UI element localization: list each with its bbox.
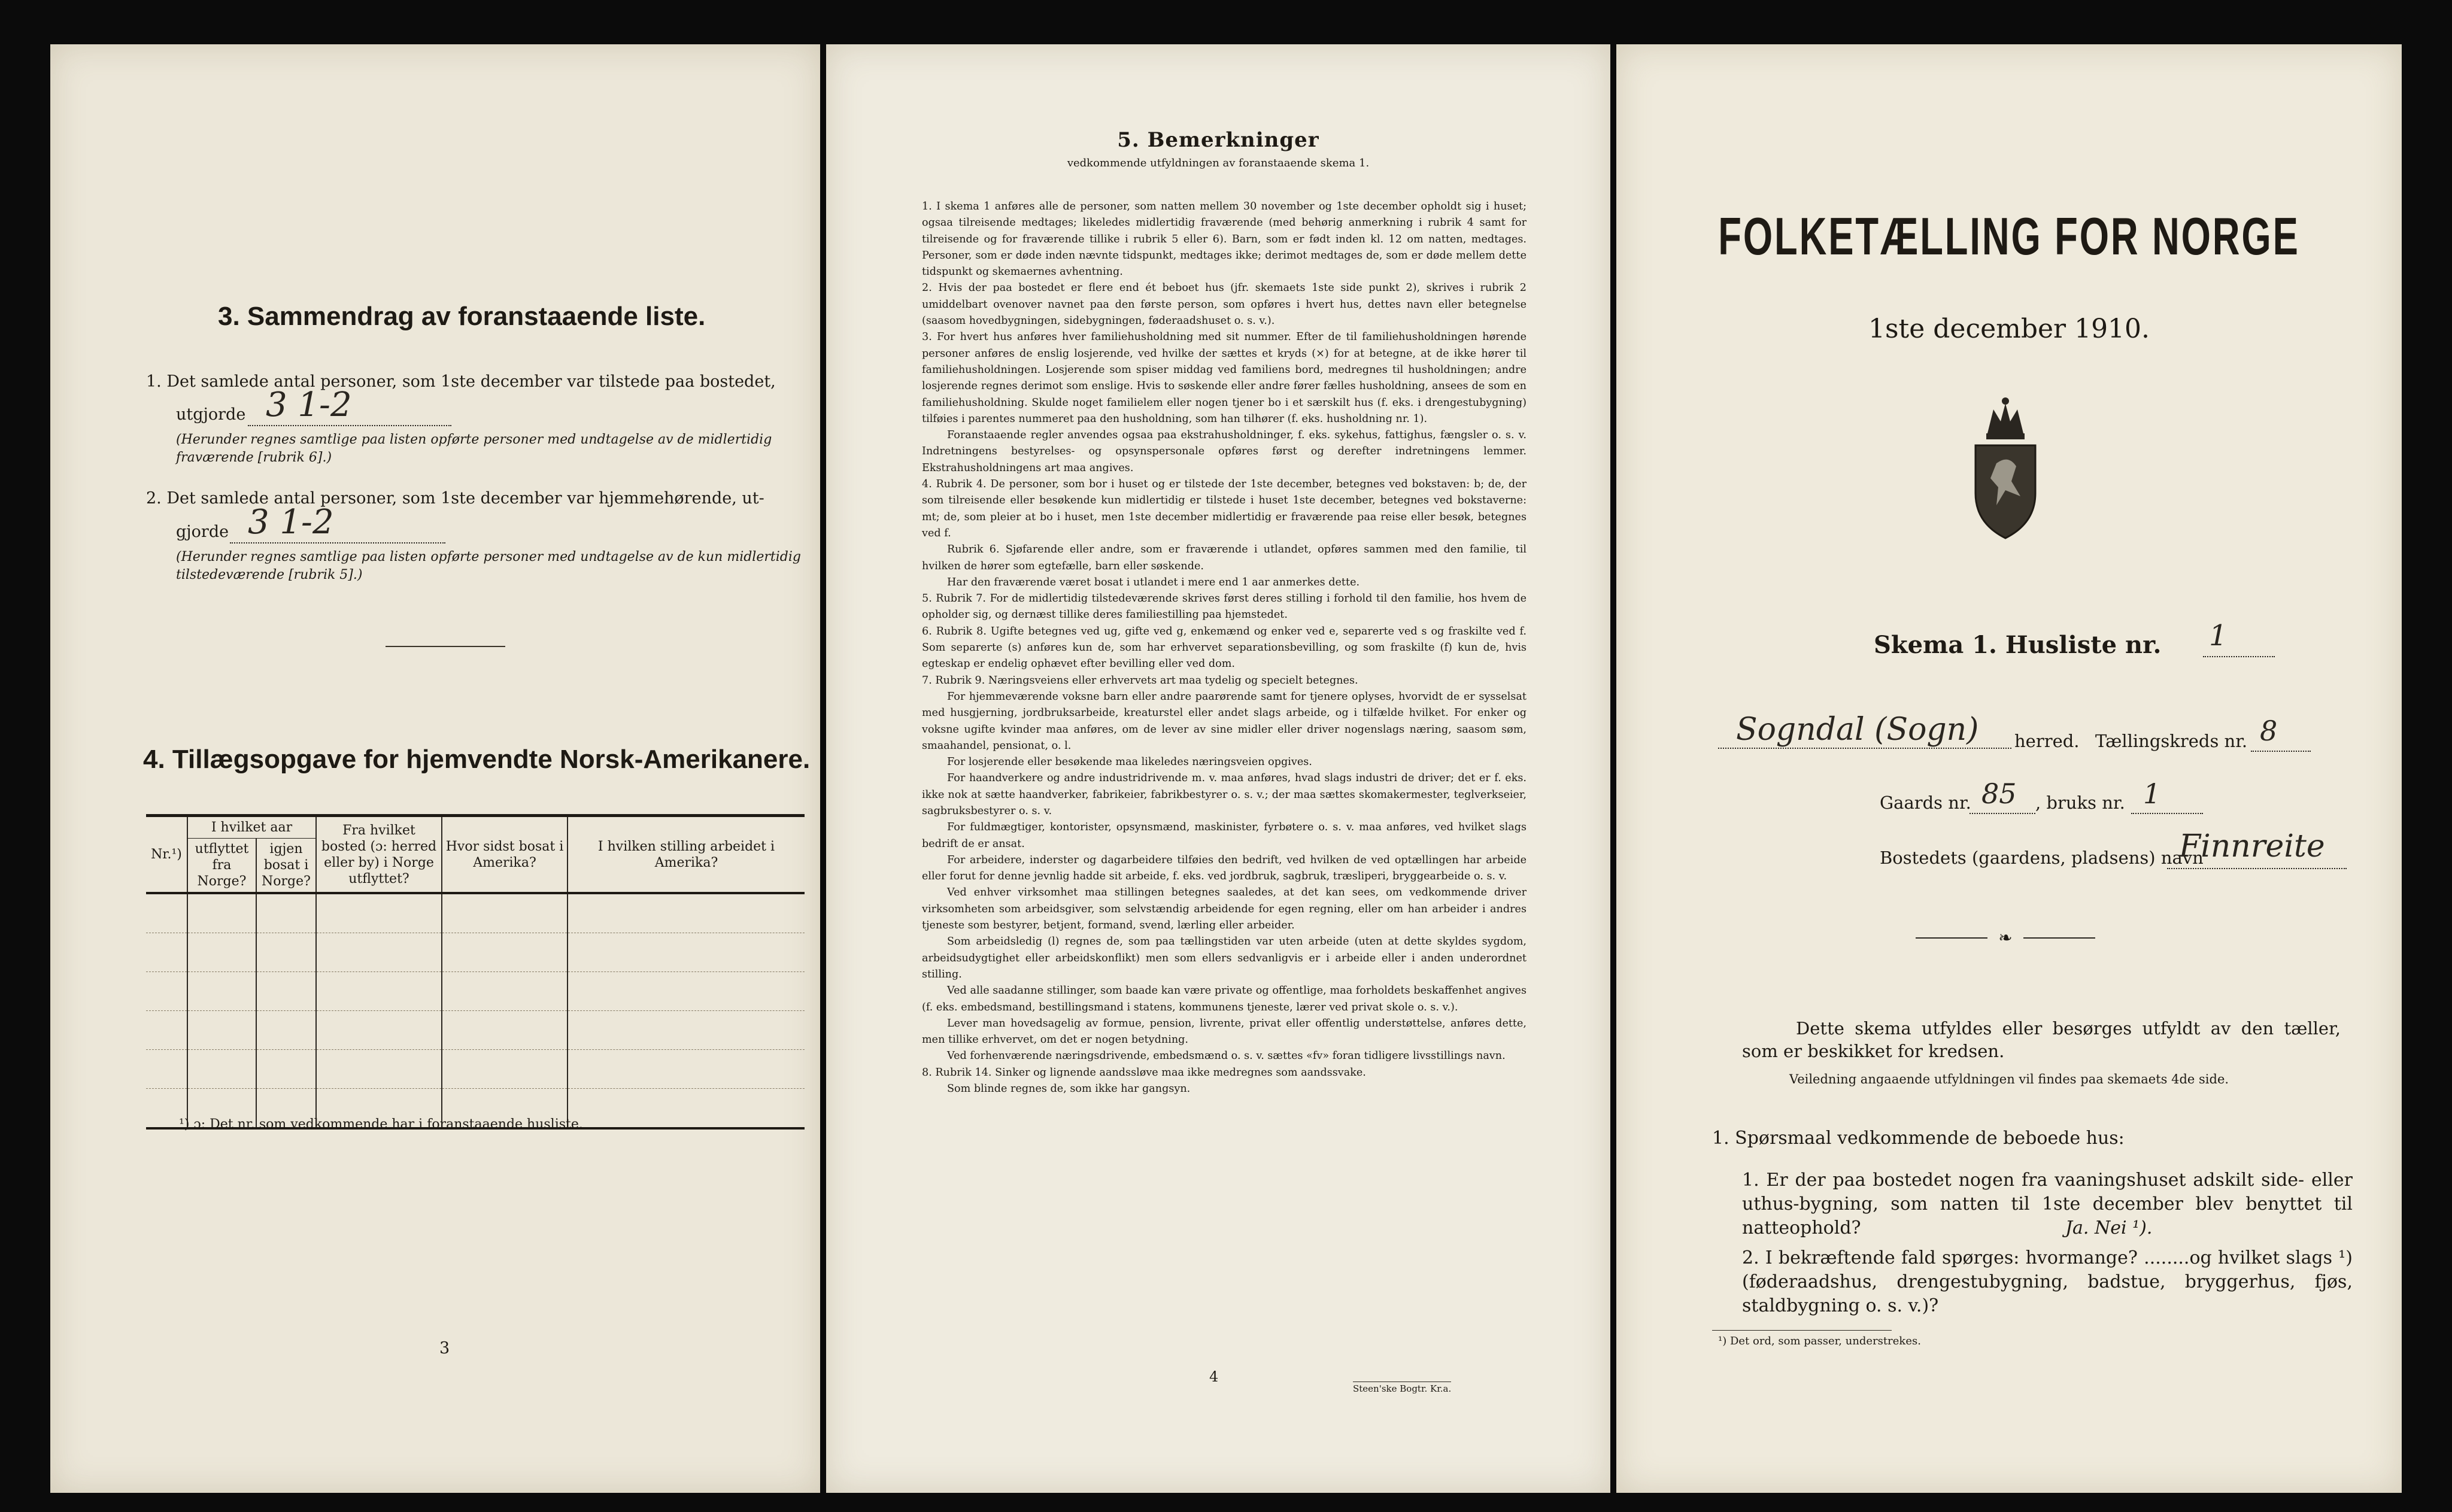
census-date: 1ste december 1910. bbox=[1868, 314, 2150, 344]
item1-note: (Herunder regnes samtlige paa listen opførte personer med undtagelse av de midlertidig fraværende [rubrik 6].) bbox=[176, 432, 772, 465]
table-row bbox=[146, 1011, 805, 1050]
schema-label: Skema 1. Husliste nr. bbox=[1874, 631, 2162, 659]
kreds-line bbox=[2251, 751, 2311, 752]
table-row bbox=[146, 1050, 805, 1089]
coat-of-arms-icon bbox=[1964, 391, 2047, 541]
th-igjen: igjen bosat i Norge? bbox=[256, 839, 316, 894]
remark-8: 8. Rubrik 14. Sinker og lignende aandssløve maa ikke medregnes som aandssvake. bbox=[922, 1066, 1366, 1079]
question-2: 2. I bekræftende fald spørges: hvormange? ........og hvilket slags ¹) (føderaadshus, drengestubygning, badstue, bryggerhus, fjøs, staldbygning o. s. v.)? bbox=[1742, 1247, 2353, 1316]
item2-value: 3 1-2 bbox=[248, 503, 334, 542]
remark-7i: Ved alle saadanne stillinger, som baade kan være private og offentlige, maa forholdets beskaffenhet angives (f. eks. embedsmand, bestillingsmand i statens, kommunens tjeneste, lærer ved privat skole o. s. v.). bbox=[922, 985, 1527, 1013]
section4-title: 4. Tillægsopgave for hjemvendte Norsk-Amerikanere. bbox=[143, 745, 811, 774]
th-stilling: I hvilken stilling arbeidet i Amerika? bbox=[568, 816, 805, 894]
remark-2: 2. Hvis der paa bostedet er flere end ét beboet hus (jfr. skemaets 1ste side punkt 2), skrives i rubrik 2 umiddelbart ovenover navnet paa den første person, som opføres i hvert hus, dettes navn eller betegnelse (saasom hovedbygningen, sidebygningen, føderaadshuset o. s. v.). bbox=[922, 282, 1527, 327]
remark-6: 6. Rubrik 8. Ugifte betegnes ved ug, gifte ved g, enkemænd og enker ved e, separerte ved s og fraskilte ved f. Som separerte (s) anføres kun de, som har erhvervet separationsbevilling, og som fraskilte (f) kun de, hvis egteskap er endelig ophævet efter bevilling eller ved dom. bbox=[922, 625, 1527, 670]
page-right bbox=[1616, 44, 2402, 1493]
herred-value: Sogndal (Sogn) bbox=[1736, 712, 1979, 748]
item2-text: 2. Det samlede antal personer, som 1ste december var hjemmehørende, ut- bbox=[146, 489, 764, 508]
remark-7k: Ved forhenværende næringsdrivende, embedsmænd o. s. v. sættes «fv» foran tidligere livsstillings navn. bbox=[947, 1050, 1506, 1062]
section3-title: 3. Sammendrag av foranstaaende liste. bbox=[218, 302, 706, 331]
item1-line bbox=[248, 425, 451, 426]
table-row bbox=[146, 972, 805, 1011]
item2-label: gjorde bbox=[176, 523, 229, 541]
divider bbox=[386, 646, 505, 647]
bosted-label: Bostedets (gaardens, pladsens) navn bbox=[1880, 848, 2204, 868]
norsk-amerikanere-table bbox=[146, 814, 805, 1130]
footnote-rule bbox=[1712, 1330, 1892, 1331]
herred-label: herred. bbox=[2014, 731, 2080, 751]
remark-5: 5. Rubrik 7. For de midlertidig tilstedeværende skrives først deres stilling i forhold til den familie, hos hvem de opholder sig, og dernæst tillike deres familiestilling paa hjemstedet. bbox=[922, 593, 1527, 621]
remark-7f: For arbeidere, inderster og dagarbeidere tilføies den bedrift, ved hvilken de ved optællingen har arbeide eller forut for denne jevnlig hadde sit arbeide, f. eks. ved jordbruk, sagbruk, træsliperi, bryggearbeide o. s. v. bbox=[922, 854, 1527, 883]
gaards-value: 85 bbox=[1981, 778, 2017, 810]
bosted-line bbox=[2167, 868, 2347, 869]
page-middle bbox=[826, 44, 1610, 1493]
remark-4b: Rubrik 6. Sjøfarende eller andre, som er fraværende i utlandet, opføres sammen med den familie, til hvilken de hører som egtefælle, barn eller søskende. bbox=[922, 544, 1527, 572]
remark-7c: For losjerende eller besøkende maa likeledes næringsveien opgives. bbox=[947, 756, 1312, 769]
question-heading: 1. Spørsmaal vedkommende de beboede hus: bbox=[1712, 1128, 2125, 1149]
th-fra: Fra hvilket bosted (ɔ: herred eller by) i Norge utflyttet? bbox=[316, 816, 442, 894]
remarks-body bbox=[922, 199, 1527, 1097]
herred-line bbox=[1718, 748, 2011, 749]
schema-value: 1 bbox=[2209, 619, 2228, 652]
page-number-middle: 4 bbox=[1209, 1368, 1219, 1385]
right-footnote: ¹) Det ord, som passer, understrekes. bbox=[1718, 1335, 1921, 1347]
item1-label: utgjorde bbox=[176, 405, 246, 424]
remark-4c: Har den fraværende været bosat i utlandet i mere end 1 aar anmerkes dette. bbox=[947, 576, 1360, 588]
remarks-title: 5. Bemerkninger bbox=[1117, 128, 1319, 152]
census-title: FOLKETÆLLING FOR NORGE bbox=[1718, 207, 2300, 266]
printer-mark: Steen'ske Bogtr. Kr.a. bbox=[1353, 1382, 1451, 1394]
question-1-answer: Ja. Nei ¹). bbox=[2065, 1218, 2153, 1238]
item1-value: 3 1-2 bbox=[266, 385, 352, 424]
remark-3b: Foranstaaende regler anvendes ogsaa paa ekstrahusholdninger, f. eks. sykehus, fattighus, fængsler o. s. v. Indretningens bestyrelses- og opsynspersonale opføres først og derefter indretningens lemmer. Ekstrahusholdningens art maa angives. bbox=[922, 429, 1527, 474]
bosted-value: Finnreite bbox=[2179, 828, 2325, 864]
table-row bbox=[146, 933, 805, 972]
kreds-value: 8 bbox=[2260, 715, 2278, 747]
schema-line bbox=[2203, 656, 2275, 657]
remark-8b: Som blinde regnes de, som ikke har gangsyn. bbox=[947, 1083, 1191, 1095]
census-title-wrap bbox=[1497, 206, 2452, 267]
remarks-subtitle: vedkommende utfyldningen av foranstaaende skema 1. bbox=[1067, 157, 1370, 169]
ornament-icon: ❧ bbox=[1987, 928, 2023, 948]
bruks-label: , bruks nr. bbox=[2035, 793, 2125, 813]
page-left bbox=[50, 44, 820, 1493]
table-footnote: ¹) ɔ: Det nr. som vedkommende har i foranstaaende husliste. bbox=[179, 1117, 583, 1132]
remark-7j: Lever man hovedsagelig av formue, pension, livrente, privat eller offentlig understøttelse, anføres dette, men tillike erhvervet, om det er nogen betydning. bbox=[922, 1017, 1527, 1046]
th-hvor: Hvor sidst bosat i Amerika? bbox=[442, 816, 568, 894]
th-year-group: I hvilket aar bbox=[187, 816, 316, 839]
guidance-text: Veiledning angaaende utfyldningen vil findes paa skemaets 4de side. bbox=[1789, 1072, 2229, 1086]
item2-note: (Herunder regnes samtlige paa listen opførte personer med undtagelse av de kun midlertidig tilstedeværende [rubrik 5].) bbox=[176, 549, 801, 582]
gaards-line bbox=[1970, 813, 2035, 814]
th-nr: Nr.¹) bbox=[146, 816, 187, 894]
intro-text: Dette skema utfyldes eller besørges utfyldt av den tæller, som er beskikket for kredsen. bbox=[1742, 1018, 2341, 1061]
gaards-label: Gaards nr. bbox=[1880, 793, 1971, 813]
item2-line bbox=[230, 542, 445, 544]
remark-7d: For haandverkere og andre industridrivende m. v. maa anføres, hvad slags industri de driver; det er f. eks. ikke nok at sætte haandverker, fabrikeier, fabrikbestyrer o. s. v.; der maa sættes skomakermester, teglverkseier, sagbruksbestyrer o. s. v. bbox=[922, 772, 1527, 817]
remark-7g: Ved enhver virksomhet maa stillingen betegnes saaledes, at det kan sees, om vedkommende driver virksomheten som arbeidsgiver, som selvstændig arbeidende for egen regning, eller om han arbeider i andres tjeneste som bestyrer, betjent, formand, svend, lærling eller arbeider. bbox=[922, 886, 1527, 932]
kreds-label: Tællingskreds nr. bbox=[2095, 731, 2248, 751]
remark-3: 3. For hvert hus anføres hver familiehusholdning med sit nummer. Efter de til familiehusholdningen hørende personer anføres de enslig losjerende, ved hvilke der sættes et kryds (×) for at betegne, at de ikke hører til familiehusholdningen. Losjerende som spiser middag ved familiens bord, medregnes til husholdningen; andre losjerende regnes derimot som enslige. Hvis to søskende eller andre fører fælles husholdning, ansees de som en familiehusholdning. Skulde noget familielem eller nogen tjener bo i et særskilt hus (f. eks. i drengestubygning) tilføies i parentes nummeret paa den husholdning, som han tilhører (f. eks. husholdning nr. 1). bbox=[922, 331, 1527, 425]
remark-7h: Som arbeidsledig (l) regnes de, som paa tællingstiden var uten arbeide (uten at dette skyldes sygdom, arbeidsudygtighet eller arbeidskonflikt) men som ellers sedvanligvis er i arbeide eller i anden underordnet stilling. bbox=[922, 936, 1527, 980]
page-number-left: 3 bbox=[439, 1339, 450, 1358]
remark-4: 4. Rubrik 4. De personer, som bor i huset og er tilstede der 1ste december, betegnes ved bokstaven: b; de, der som tilreisende eller besøkende kun midlertidig er tilstede i huset 1ste december, betegnes ved bokstaverne: mt; de, som pleier at bo i huset, men 1ste december midlertidig er fraværende paa reise eller besøk, betegnes ved f. bbox=[922, 478, 1527, 539]
remark-1: 1. I skema 1 anføres alle de personer, som natten mellem 30 november og 1ste december opholdt sig i huset; ogsaa tilreisende medtages; likeledes midlertidig fraværende (med behørig anmerkning i rubrik 4 samt for tilreisende og for fraværende tillike i rubrik 5 eller 6). Barn, som er født inden kl. 12 om natten, medtages. Personer, som er døde inden nævnte tidspunkt, medtages ikke; derimot medtages de, som er døde mellem dette tidspunkt og skemaernes avhentning. bbox=[922, 201, 1527, 278]
item1-text: 1. Det samlede antal personer, som 1ste december var tilstede paa bostedet, bbox=[146, 372, 776, 391]
table-row bbox=[146, 893, 805, 933]
remark-7b: For hjemmeværende voksne barn eller andre paarørende samt for tjenere oplyses, hvorvidt de er sysselsat med husgjerning, jordbruksarbeide, kreaturstel eller andet slags arbeide, og i tilfælde hvilket. For enker og voksne ugifte kvinder maa anføres, om de lever av sine midler eller driver nogenslags næring, saasom søm, smaahandel, pensionat, o. l. bbox=[922, 690, 1527, 752]
bruks-value: 1 bbox=[2143, 778, 2161, 810]
th-utflyttet: utflyttet fra Norge? bbox=[187, 839, 256, 894]
bruks-line bbox=[2131, 813, 2203, 814]
remark-7: 7. Rubrik 9. Næringsveiens eller erhvervets art maa tydelig og specielt betegnes. bbox=[922, 674, 1358, 687]
question-1: 1. Er der paa bostedet nogen fra vaaningshuset adskilt side- eller uthus-bygning, som natten til 1ste december blev benyttet til natteophold? bbox=[1742, 1170, 2353, 1238]
remark-7e: For fuldmægtiger, kontorister, opsynsmænd, maskinister, fyrbøtere o. s. v. maa anføres, ved hvilket slags bedrift de er ansat. bbox=[922, 821, 1527, 850]
